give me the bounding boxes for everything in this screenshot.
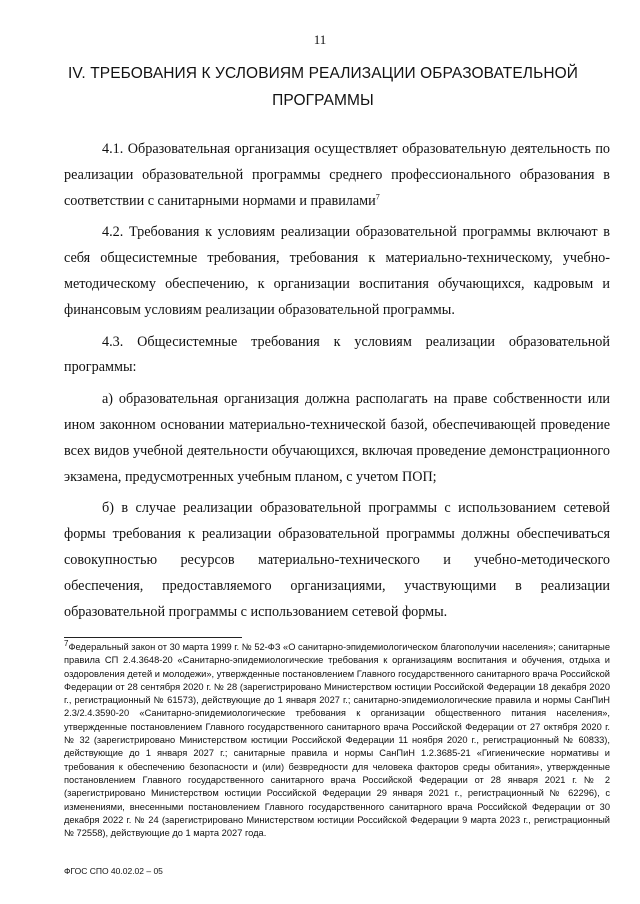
section-title: IV. ТРЕБОВАНИЯ К УСЛОВИЯМ РЕАЛИЗАЦИИ ОБРАЗОВАТЕЛЬНОЙ ПРОГРАММЫ xyxy=(67,65,579,109)
page-number: 11 xyxy=(313,32,327,47)
paragraph-4-3: 4.3. Общесистемные требования к условиям реализации образовательной программы: xyxy=(64,333,610,376)
document-footer: ФГОС СПО 40.02.02 – 05 xyxy=(64,866,163,876)
footnote-text: Федеральный закон от 30 марта 1999 г. № 52-ФЗ «О санитарно-эпидемиологическом благополучии населения»; санитарные правила СП 2.4.3648-20 «Санитарно-эпидемиологические требования к организациям воспитания и обучения, отдыха и оздоровления детей и молодежи», утвержденные постановлением Главного государственного санитарного врача Российской Федерации от 28 сентября 2020 г. № 28 (зарегистрировано Министерством юстиции Российской Федерации 18 декабря 2020 г., регистрационный № 61573), действующие до 1 января 2027 г.; санитарно-эпидемиологические правила и нормы СанПиН 2.3/2.4.3590-20 «Санитарно-эпидемиологические требования к организации общественного питания населения», утвержденные постановлением Главного государственного санитарного врача Российской Федерации от 27 октября 2020 г. № 32 (зарегистрировано Министерством юстиции Российской Федерации 11 ноября 2020 г., регистрационный № 60833), действующие до 1 января 2027 г.; санитарные правила и нормы СанПиН 1.2.3685-21 «Гигиенические нормативы и требования к обеспечению безопасности и (или) безвредности для человека факторов среды обитания», утвержденные постановлением Главного государственного санитарного врача Российской Федерации от 28 января 2021 г. № 2 (зарегистрировано Министерством юстиции Российской Федерации 29 января 2021 г., регистрационный № 62296), с изменениями, внесенными постановлением Главного государственного санитарного врача Российской Федерации от 30 декабря 2022 г. № 24 (зарегистрировано Министерством юстиции Российской Федерации 9 марта 2023 г., регистрационный № 72558), действующие до 1 марта 2027 года. xyxy=(64,642,610,839)
footnote xyxy=(64,638,610,840)
paragraph-4-1-text: 4.1. Образовательная организация осуществляет образовательную деятельность по реализации образовательной программы среднего профессионального образования в соответствии с санитарными нормами и правилами xyxy=(64,141,610,209)
paragraph-4-2: 4.2. Требования к условиям реализации образовательной программы включают в себя общесистемные требования, требования к материально-техническому, учебно-методическому обеспечению, к организации воспитания обучающихся, кадровым и финансовым условиям реализации образовательной программы. xyxy=(64,224,610,318)
footnote-mark: 7 xyxy=(64,638,69,648)
paragraph-a: а) образовательная организация должна располагать на праве собственности или ином законном основании материально-технической базой, обеспечивающей проведение всех видов учебной деятельности обучающихся, включая проведение демонстрационного экзамена, предусмотренных учебным планом, с учетом ПОП; xyxy=(64,391,610,485)
paragraph-b: б) в случае реализации образовательной программы с использованием сетевой формы требования к реализации образовательной программы должны обеспечиваться совокупностью ресурсов материально-технического и учебно-методического обеспечения, предоставляемого организациями, участвующими в реализации образовательной программы с использованием сетевой формы. xyxy=(64,500,610,620)
paragraph-4-1 xyxy=(64,137,610,214)
footnote-reference: 7 xyxy=(375,191,380,201)
section-body xyxy=(64,137,610,625)
footnote-divider xyxy=(64,637,242,638)
